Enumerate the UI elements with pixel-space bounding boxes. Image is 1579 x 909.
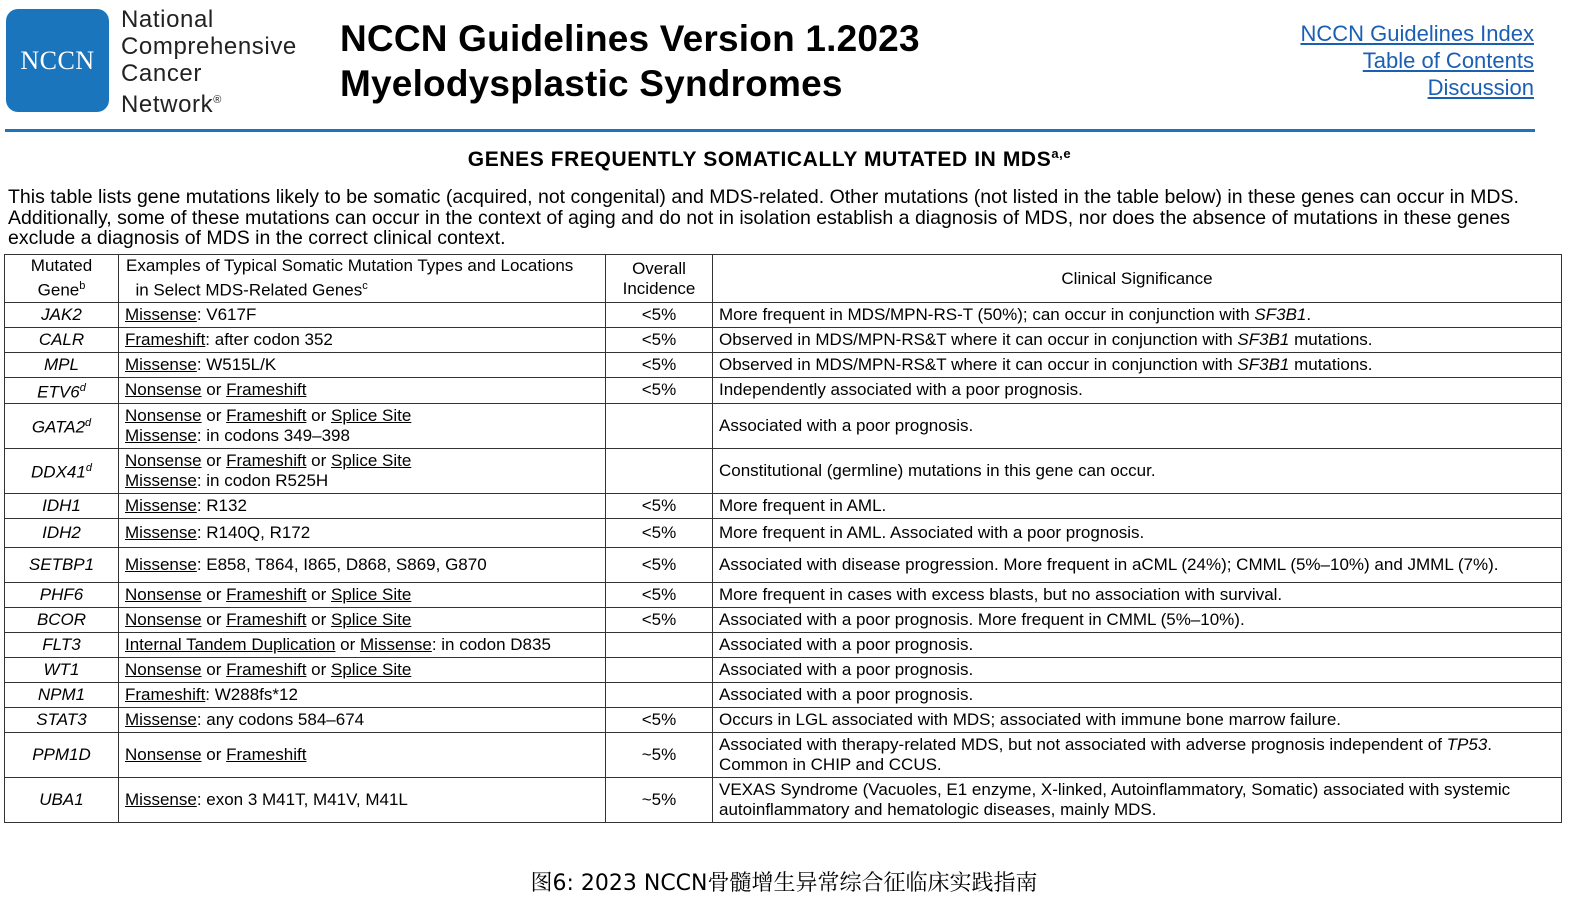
mutation-examples-cell [119, 353, 606, 378]
mutation-detail: or [201, 609, 227, 629]
org-line: Cancer [121, 60, 202, 87]
gene-cell [5, 707, 119, 732]
incidence-cell: <5% [606, 378, 713, 404]
gene-name: UBA1 [39, 789, 84, 809]
incidence-cell: <5% [606, 518, 713, 547]
incidence-cell: <5% [606, 607, 713, 632]
clinical-significance-cell [713, 582, 1562, 607]
clinical-significance-cell [713, 632, 1562, 657]
mutation-detail: or [201, 659, 227, 679]
header-footnote: b [79, 280, 86, 293]
significance-text: . [1306, 305, 1312, 324]
header-text: in Select MDS-Related Genes [135, 280, 363, 300]
mutation-example-line [125, 426, 599, 446]
incidence-cell [606, 682, 713, 707]
mutation-example-line [125, 496, 599, 516]
gene-cell [5, 657, 119, 682]
mutation-type: Splice Site [330, 609, 412, 629]
significance-text: Occurs in LGL associated with MDS; associated with immune bone marrow failure. [719, 709, 1342, 729]
table-row [5, 518, 1562, 547]
incidence-cell: <5% [606, 547, 713, 582]
significance-text: Observed in MDS/MPN-RS&T where it can occur in conjunction with [719, 355, 1238, 374]
clinical-significance-cell [713, 493, 1562, 518]
header-footnote: c [362, 280, 368, 293]
significance-text: Observed in MDS/MPN-RS&T where it can occur in conjunction with [719, 330, 1238, 349]
significance-text: More frequent in AML. Associated with a poor prognosis. [719, 522, 1145, 542]
mutation-type: Frameshift [226, 744, 307, 764]
intro-paragraph: This table lists gene mutations likely to be somatic (acquired, not congenital) and MDS-related. Other mutations (not listed in the table below) in these genes can occur in MDS. Additionally, some of these mutations can occur in the context of aging and do not in isolation establish a diagnosis of MDS, nor does the absence of mutations in these genes exclude a diagnosis of MDS in the correct clinical context. [8, 186, 1519, 249]
mutation-example-line [125, 635, 599, 655]
gene-name: GATA2 [31, 417, 86, 437]
mutation-detail: : in codon D835 [431, 634, 551, 654]
mutation-type: Nonsense [125, 405, 202, 425]
gene-footnote: d [85, 462, 92, 475]
mutation-example-line [125, 710, 599, 730]
mutation-example-line [125, 406, 599, 426]
mutation-type: Splice Site [330, 584, 412, 604]
mutation-type: Frameshift [226, 584, 307, 604]
clinical-significance-cell [713, 607, 1562, 632]
gene-name: MPL [44, 355, 79, 374]
navigation-links [1300, 20, 1534, 101]
header-text: Gene [37, 280, 80, 300]
incidence-cell: ~5% [606, 732, 713, 777]
table-row [5, 657, 1562, 682]
significance-text: More frequent in cases with excess blasts, but no association with survival. [719, 584, 1283, 604]
gene-reference: TP53 [1446, 734, 1488, 754]
gene-name: DDX41 [31, 462, 86, 482]
gene-name: SETBP1 [28, 554, 95, 574]
org-line-text: Network [121, 91, 214, 118]
table-title-text: GENES FREQUENTLY SOMATICALLY MUTATED IN MDS [467, 148, 1052, 171]
mutation-examples-cell [119, 707, 606, 732]
mutation-example-line [125, 660, 599, 680]
table-row [5, 582, 1562, 607]
mutation-examples-cell [119, 777, 606, 822]
table-row [5, 403, 1562, 448]
significance-text: Associated with a poor prognosis. [719, 415, 974, 435]
mutation-detail: : after codon 352 [205, 330, 333, 349]
mutation-detail: : W515L/K [196, 355, 277, 374]
header-text: Mutated [30, 256, 93, 276]
mutation-detail: : E858, T864, I865, D868, S869, G870 [196, 554, 487, 574]
gene-name: IDH2 [42, 522, 81, 542]
significance-text: mutations. [1289, 330, 1373, 349]
table-row [5, 707, 1562, 732]
gene-footnote: d [85, 417, 92, 430]
incidence-cell: ~5% [606, 777, 713, 822]
mutation-type: Nonsense [125, 450, 202, 470]
table-title-footnote: a,e [1051, 146, 1072, 161]
gene-cell [5, 353, 119, 378]
mutation-example-line [125, 790, 599, 810]
disease-title: Myelodysplastic Syndromes [340, 63, 843, 104]
gene-cell [5, 582, 119, 607]
table-row [5, 607, 1562, 632]
table-row [5, 328, 1562, 353]
nccn-logo [6, 9, 109, 112]
table-row [5, 303, 1562, 328]
gene-cell [5, 303, 119, 328]
mutation-example-line [125, 610, 599, 630]
gene-cell [5, 547, 119, 582]
significance-text: VEXAS Syndrome (Vacuoles, E1 enzyme, X-linked, Autoinflammatory, Somatic) associated with systemic autoinflammatory and hematologic diseases, mainly MDS. [719, 779, 1511, 819]
significance-text: Associated with a poor prognosis. [719, 634, 974, 654]
table-body [5, 303, 1562, 823]
significance-text: More frequent in MDS/MPN-RS-T (50%); can occur in conjunction with [719, 305, 1255, 324]
significance-text: Associated with a poor prognosis. More frequent in CMML (5%–10%). [719, 609, 1245, 629]
overall-incidence-header [606, 255, 713, 303]
mutation-detail: : exon 3 M41T, M41V, M41L [196, 789, 408, 809]
gene-name: ETV6 [37, 382, 80, 402]
header-text: Incidence [622, 278, 696, 298]
mutation-type: Nonsense [125, 380, 202, 400]
clinical-significance-cell [713, 732, 1562, 777]
mutation-type: Splice Site [330, 659, 412, 679]
mutation-examples-cell [119, 547, 606, 582]
registered-mark: ® [213, 94, 222, 106]
mutation-type: Nonsense [125, 659, 202, 679]
gene-cell [5, 493, 119, 518]
table-row [5, 682, 1562, 707]
clinical-significance-cell [713, 777, 1562, 822]
gene-name: NPM1 [37, 684, 86, 704]
logo-text: NCCN [20, 45, 95, 75]
mutation-example-line [125, 330, 599, 350]
mutation-detail: or [335, 634, 360, 654]
mutation-detail: or [201, 584, 227, 604]
mutation-detail: or [201, 450, 227, 470]
header-text: Overall [632, 258, 686, 278]
figure-caption: 图6: 2023 NCCN骨髓增生异常综合征临床实践指南 [530, 871, 1038, 896]
clinical-significance-cell [713, 707, 1562, 732]
mutation-example-line [125, 305, 599, 325]
gene-cell [5, 682, 119, 707]
gene-name: IDH1 [42, 495, 81, 515]
mutation-type: Missense [360, 634, 432, 654]
significance-text: Associated with disease progression. More frequent in aCML (24%); CMML (5%–10%) and JMML (7%). [719, 554, 1499, 574]
mutation-examples-header [119, 255, 606, 303]
mutation-example-line [125, 355, 599, 375]
clinical-significance-cell [713, 448, 1562, 493]
mutation-type: Internal Tandem Duplication [125, 634, 336, 654]
mutation-example-line [125, 451, 599, 471]
mutation-examples-cell [119, 303, 606, 328]
mutation-type: Frameshift [125, 684, 206, 704]
mutation-example-line [125, 523, 599, 543]
clinical-significance-header: Clinical Significance [713, 255, 1562, 303]
mutation-examples-cell [119, 582, 606, 607]
org-line [121, 87, 297, 118]
guidelines-version-title: NCCN Guidelines Version 1.2023 [340, 18, 920, 59]
mutation-type: Missense [125, 355, 197, 374]
gene-cell [5, 607, 119, 632]
gene-name: FLT3 [42, 634, 81, 654]
incidence-cell: <5% [606, 328, 713, 353]
mutation-type: Frameshift [226, 659, 307, 679]
mutation-detail: : R140Q, R172 [196, 522, 311, 542]
mutation-examples-cell [119, 518, 606, 547]
gene-cell [5, 448, 119, 493]
mutation-examples-cell [119, 732, 606, 777]
mutation-type: Missense [125, 554, 197, 574]
incidence-cell: <5% [606, 707, 713, 732]
gene-cell [5, 328, 119, 353]
mutation-detail: or [306, 405, 331, 425]
table-of-contents-link[interactable]: Table of Contents [1362, 48, 1534, 73]
mutation-detail: or [201, 405, 227, 425]
mutated-genes-table [4, 254, 1562, 823]
mutation-example-line [125, 585, 599, 605]
gene-name: JAK2 [41, 305, 82, 324]
gene-name: STAT3 [36, 709, 87, 729]
significance-text: Associated with a poor prognosis. [719, 659, 974, 679]
gene-cell [5, 403, 119, 448]
table-row [5, 448, 1562, 493]
clinical-significance-cell [713, 547, 1562, 582]
incidence-cell: <5% [606, 303, 713, 328]
gene-name: WT1 [43, 659, 80, 679]
gene-name: CALR [38, 330, 85, 349]
mutation-type: Missense [125, 709, 197, 729]
mutation-examples-cell [119, 657, 606, 682]
mutation-type: Splice Site [330, 450, 412, 470]
mutation-detail: or [201, 744, 227, 764]
discussion-link[interactable]: Discussion [1427, 75, 1534, 100]
table-row [5, 732, 1562, 777]
gene-reference: SF3B1 [1237, 330, 1290, 349]
clinical-significance-cell [713, 403, 1562, 448]
mutation-detail: or [306, 584, 331, 604]
mutated-gene-header [5, 255, 119, 303]
mutation-examples-cell [119, 682, 606, 707]
header-divider [5, 129, 1535, 132]
mutation-detail: or [306, 450, 331, 470]
mutation-detail: : any codons 584–674 [196, 709, 365, 729]
table-row [5, 353, 1562, 378]
table-row [5, 378, 1562, 404]
mutation-type: Missense [125, 425, 197, 445]
gene-reference: SF3B1 [1254, 305, 1307, 324]
organization-name [121, 6, 297, 118]
gene-cell [5, 777, 119, 822]
mutation-example-line [125, 555, 599, 575]
significance-text: . Common in CHIP and CCUS. [719, 734, 1493, 774]
mutation-detail: : in codon R525H [196, 470, 329, 490]
mutation-type: Nonsense [125, 744, 202, 764]
gene-name: PPM1D [32, 744, 91, 764]
significance-text: More frequent in AML. [719, 495, 887, 515]
mutation-type: Frameshift [226, 405, 307, 425]
mutation-type: Missense [125, 522, 197, 542]
clinical-significance-cell [713, 518, 1562, 547]
mutation-detail: : V617F [196, 305, 257, 324]
table-title [0, 146, 1539, 172]
mutation-detail: or [306, 609, 331, 629]
mutation-examples-cell [119, 607, 606, 632]
significance-text: Constitutional (germline) mutations in this gene can occur. [719, 460, 1156, 480]
mutation-type: Missense [125, 470, 197, 490]
clinical-significance-cell [713, 303, 1562, 328]
org-line: National [121, 6, 214, 33]
incidence-cell: <5% [606, 353, 713, 378]
mutation-examples-cell [119, 378, 606, 404]
mutation-detail: : in codons 349–398 [196, 425, 350, 445]
mutation-type: Missense [125, 495, 197, 515]
mutation-type: Frameshift [226, 380, 307, 400]
gene-cell [5, 732, 119, 777]
mutation-examples-cell [119, 493, 606, 518]
significance-text: Associated with therapy-related MDS, but not associated with adverse prognosis independent of [719, 734, 1447, 754]
mutation-type: Frameshift [226, 609, 307, 629]
incidence-cell: <5% [606, 493, 713, 518]
mutation-detail: or [306, 659, 331, 679]
table-row [5, 777, 1562, 822]
mutation-examples-cell [119, 448, 606, 493]
mutation-example-line [125, 380, 599, 400]
incidence-cell [606, 403, 713, 448]
incidence-cell: <5% [606, 582, 713, 607]
significance-text: Associated with a poor prognosis. [719, 684, 974, 704]
mutation-type: Frameshift [226, 450, 307, 470]
clinical-significance-cell [713, 328, 1562, 353]
table-row [5, 493, 1562, 518]
gene-footnote: d [79, 382, 86, 394]
clinical-significance-cell [713, 682, 1562, 707]
mutation-example-line [125, 685, 599, 705]
mutation-type: Splice Site [330, 405, 412, 425]
gene-reference: SF3B1 [1237, 355, 1290, 374]
mutation-type: Nonsense [125, 584, 202, 604]
gene-cell [5, 378, 119, 404]
document-titles [340, 16, 920, 106]
mutation-examples-cell [119, 403, 606, 448]
table-row [5, 632, 1562, 657]
clinical-significance-cell [713, 378, 1562, 404]
mutation-type: Nonsense [125, 609, 202, 629]
mutation-type: Frameshift [125, 330, 206, 349]
mutation-type: Missense [125, 305, 197, 324]
guidelines-index-link[interactable]: NCCN Guidelines Index [1300, 21, 1534, 46]
header-text: Examples of Typical Somatic Mutation Types and Locations [126, 256, 574, 276]
mutation-examples-cell [119, 632, 606, 657]
gene-cell [5, 518, 119, 547]
incidence-cell [606, 632, 713, 657]
page-header [0, 0, 1579, 135]
significance-text: Independently associated with a poor prognosis. [719, 380, 1083, 400]
incidence-cell [606, 657, 713, 682]
gene-name: PHF6 [39, 584, 84, 604]
table-row [5, 547, 1562, 582]
mutation-detail: : W288fs*12 [205, 684, 298, 704]
org-line: Comprehensive [121, 33, 297, 60]
mutation-example-line [125, 471, 599, 491]
mutation-detail: or [201, 380, 227, 400]
mutation-examples-cell [119, 328, 606, 353]
gene-name: BCOR [36, 609, 87, 629]
significance-text: mutations. [1289, 355, 1373, 374]
gene-cell [5, 632, 119, 657]
mutation-example-line [125, 745, 599, 765]
incidence-cell [606, 448, 713, 493]
clinical-significance-cell [713, 353, 1562, 378]
clinical-significance-cell [713, 657, 1562, 682]
mutation-detail: : R132 [196, 495, 247, 515]
mutation-type: Missense [125, 789, 197, 809]
table-header-row [5, 255, 1562, 303]
